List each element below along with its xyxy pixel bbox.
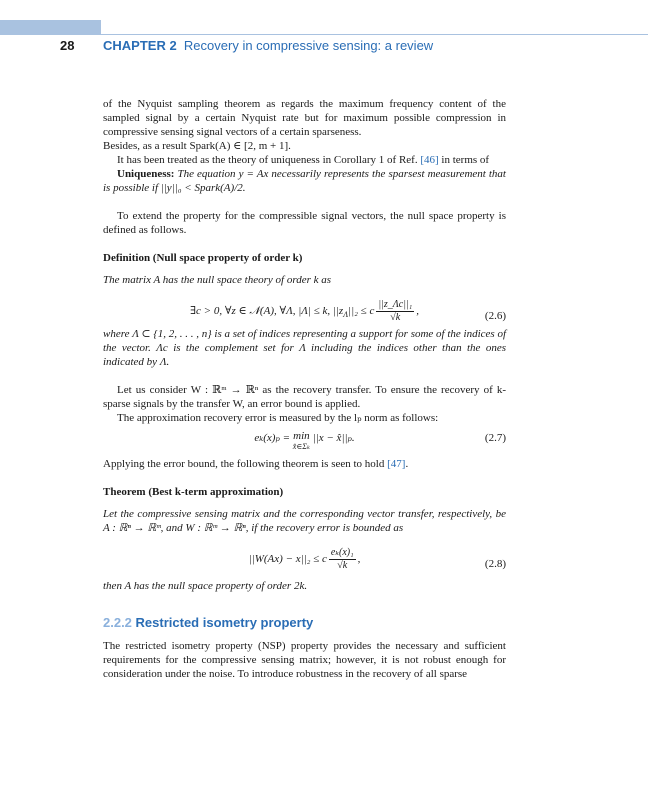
running-header — [0, 38, 648, 56]
eq-text: ||W(Ax) − x||₂ ≤ c — [248, 553, 327, 566]
eq-text: eₖ(x)ₚ = — [254, 432, 293, 444]
where-text: where Λ ⊂ {1, 2, . . . , n} is a set of indices representing a support for some of the indices of the vector. Λc is the complement set for Λ including the indices other than the ones indicated by Λ. — [103, 328, 507, 368]
fraction — [376, 299, 414, 324]
text-run: Applying the error bound, the following theorem is seen to hold — [103, 458, 388, 470]
definition-title: Definition (Null space property of order k) — [103, 252, 303, 264]
chapter-heading — [103, 38, 433, 53]
uniqueness-label: Uniqueness: — [117, 168, 175, 180]
theorem-conclusion: then A has the null space property of order 2k. — [103, 580, 308, 592]
numerator: ||z_Λc||₁ — [378, 299, 413, 310]
paragraph: Let us consider W : ℝᵐ → ℝⁿ as the recovery transfer. To ensure the recovery of k-sparse signals by the transfer W, an error bound is applied. — [103, 384, 506, 410]
paragraph — [103, 153, 506, 167]
section-title: Restricted isometry property — [135, 615, 314, 630]
paragraph — [103, 457, 506, 471]
paragraph: The approximation recovery error is measured by the lₚ norm as follows: — [117, 412, 439, 424]
theorem-text: Let the compressive sensing matrix and the corresponding vector transfer, respectively, be A : ℝⁿ → ℝᵐ, and W : ℝᵐ → ℝⁿ, if the recovery error is bounded as — [103, 508, 506, 534]
fraction — [329, 547, 356, 572]
denominator: √k — [390, 312, 401, 323]
equation-2-6 — [103, 287, 506, 327]
paragraph: To extend the property for the compressible signal vectors, the null space property is defined as follows. — [103, 210, 506, 236]
equation-number: (2.7) — [484, 432, 506, 444]
equation-2-7 — [103, 425, 506, 457]
equation-number: (2.8) — [484, 558, 506, 570]
eq-subscript: Λ — [343, 310, 349, 320]
header-color-bar — [0, 20, 101, 34]
eq-text: ||₂ ≤ c — [348, 305, 375, 318]
citation-link[interactable]: [46] — [420, 154, 439, 166]
paragraph: Besides, as a result Spark(A) ∈ [2, m + 1]. — [103, 140, 291, 152]
section-number: 2.2.2 — [103, 615, 132, 630]
section-heading — [103, 615, 506, 631]
chapter-label: CHAPTER 2 — [103, 38, 177, 53]
header-rule — [0, 34, 648, 35]
page-body — [103, 97, 506, 681]
eq-text: ∃c > 0, ∀z ∈ 𝒩(A), ∀Λ, |Λ| ≤ k, ||z — [190, 305, 344, 318]
paragraph: of the Nyquist sampling theorem as regards the maximum frequency content of the sampled signal by a certain Nyquist rate but for maximum possible compression in compressive sensing signal vectors of a certain sparseness. — [103, 98, 506, 138]
equation-number: (2.6) — [484, 310, 506, 322]
eq-text: ||x − x̂||ₚ. — [309, 432, 355, 444]
definition-text: The matrix A has the null space theory of order k as — [103, 274, 332, 286]
text-run: in terms of — [438, 154, 490, 166]
min-subscript: x̂∈Σₖ — [292, 442, 310, 451]
numerator: eₖ(x)₁ — [330, 547, 354, 558]
eq-text: , — [357, 553, 361, 566]
theorem-title: Theorem (Best k-term approximation) — [103, 486, 284, 498]
text-run: . — [405, 458, 409, 470]
denominator: √k — [337, 560, 348, 571]
min-operator — [293, 431, 310, 451]
eq-text: , — [416, 305, 419, 318]
min-label: min — [293, 430, 310, 442]
citation-link[interactable]: [47] — [387, 458, 406, 470]
uniqueness-text: The equation y = Ax necessarily represents the sparsest measurement that is possible if ||y||₀ < Spark(A)/2. — [103, 168, 506, 194]
page-number: 28 — [60, 38, 75, 53]
equation-2-8 — [103, 535, 506, 579]
chapter-title: Recovery in compressive sensing: a review — [183, 38, 434, 53]
paragraph: The restricted isometry property (NSP) property provides the necessary and sufficient requirements for the compressive sensing matrix; however, it is not robust enough for consideration under the noise. To introduce robustness in the recovery of all sparse — [103, 640, 506, 680]
text-run: It has been treated as the theory of uniqueness in Corollary 1 of Ref. — [117, 154, 421, 166]
uniqueness-statement — [103, 167, 506, 195]
